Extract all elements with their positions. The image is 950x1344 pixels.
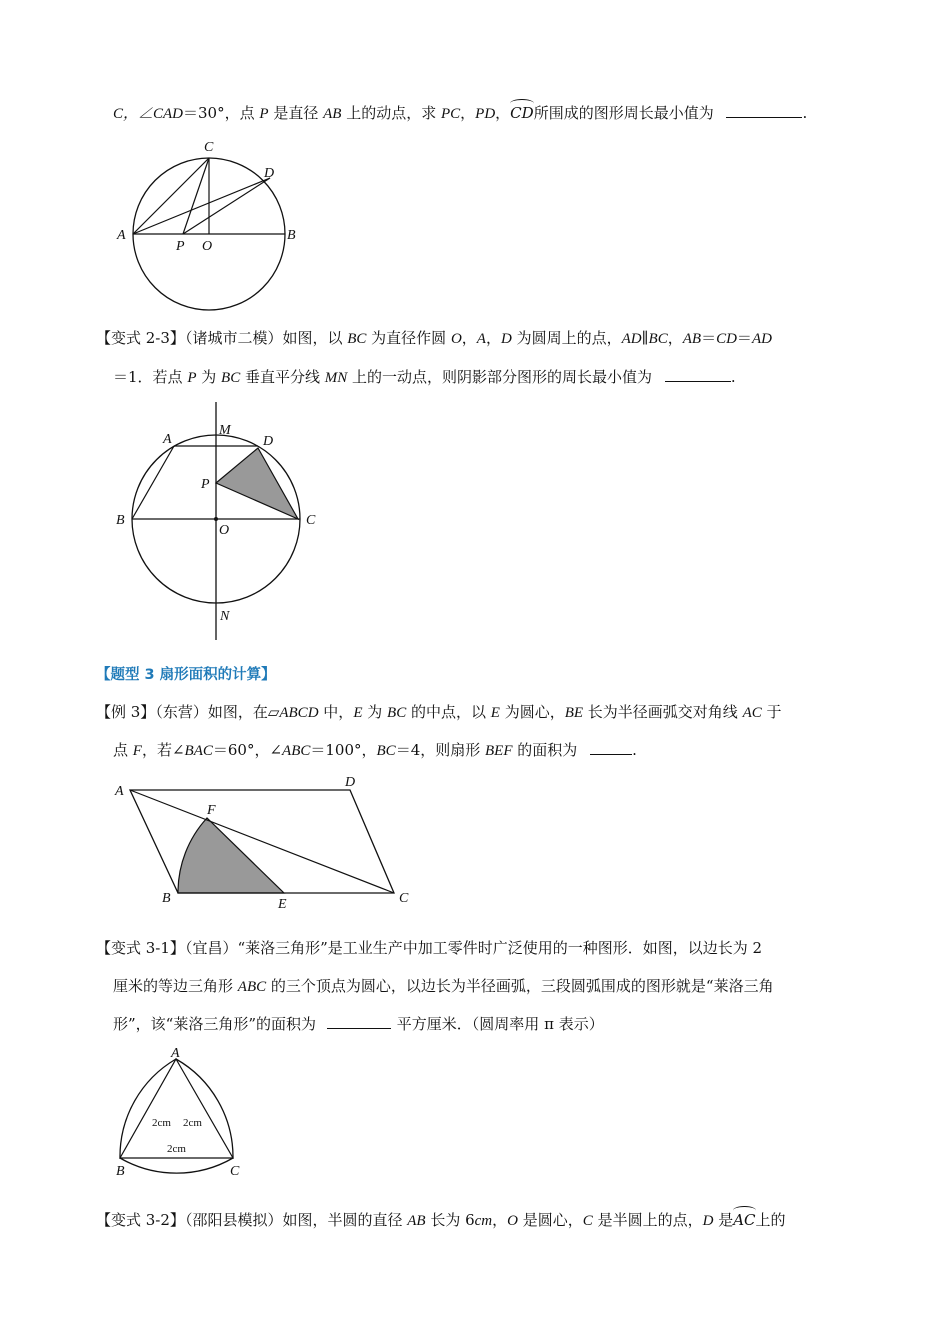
text-var: P [259,106,269,122]
variant-3-2-line-1 [96,1210,786,1231]
text: ＝ [736,329,752,347]
text-var: O [507,1213,518,1229]
point-label-d: D [263,434,274,449]
text: 上的 [755,1211,786,1229]
text: 长为半径画弧交对角线 [583,703,743,721]
text: 为 [362,703,388,721]
figure-reuleaux-triangle [110,1045,260,1180]
text: ， [460,104,476,122]
figure-circle-shaded-triangle [110,398,330,643]
point-label-p: P [201,477,210,492]
text: 平方厘米．（圆周率用 π 表示） [396,1015,604,1033]
arc-cd-label: CD [510,104,534,122]
text: 上的一动点，则阴影部分图形的周长最小值为 [347,368,653,386]
text-var: MN [324,370,348,386]
answer-blank[interactable] [590,740,632,755]
text: ， [461,329,477,347]
text-var: C [582,1213,593,1229]
arc-ac-label: AC [733,1211,756,1229]
answer-blank[interactable] [665,367,731,382]
text-var: BC [347,331,367,347]
text-var: BC [387,705,407,721]
point-label-b: B [287,228,296,243]
point-label-b: B [162,891,171,906]
text-var: AC [742,705,762,721]
text-var: PC [440,106,461,122]
variant-3-1-line-3 [113,1014,604,1034]
point-label-a: A [163,432,172,447]
period: . [730,368,736,386]
text: ， [492,1211,508,1229]
text-var: E [490,705,500,721]
text: ＝60°，∠ [212,741,283,759]
variant-3-1-line-1 [96,938,762,958]
text-var: O [450,331,462,347]
text: ＝30°，点 [183,104,260,122]
text: ＝4，则扇形 [395,741,485,759]
text-var: cm [474,1213,493,1229]
text: 的中点，以 [406,703,491,721]
example-3-line-2 [113,740,637,761]
text-var: BAC [184,743,213,759]
text: 为圆周上的点， [511,329,622,347]
point-label-e: E [278,897,287,912]
variant-2-3-line-2 [113,367,736,388]
variant-3-1-line-2 [113,976,774,997]
point-label-a: A [117,228,126,243]
text-var: CAD [153,106,184,122]
text-var: ABCD [279,705,319,721]
text-var: BC [648,331,668,347]
text-var: A [476,331,486,347]
text: ， [495,104,511,122]
point-label-a: A [171,1046,180,1061]
point-label-d: D [345,775,356,790]
text: （邵阳县模拟）如图，半圆的直径 [184,1211,408,1229]
point-label-d: D [264,166,275,181]
point-label-a: A [115,784,124,799]
text: 为圆心， [499,703,565,721]
section-heading-type-3: 【题型 3 扇形面积的计算】 [96,667,276,683]
text-var: D [702,1213,714,1229]
text-var: AB [323,106,342,122]
text-var: BEF [485,743,513,759]
text: 是 [713,1211,734,1229]
point-label-b: B [116,1164,125,1179]
text: 上的动点，求 [341,104,441,122]
text-var: AB [407,1213,426,1229]
text: 是圆心， [518,1211,583,1229]
variant-tag: 【变式 3-2】 [96,1211,185,1229]
text: ， [667,329,683,347]
text: 所围成的图形周长最小值为 [533,104,714,122]
text: 于 [761,703,782,721]
text-var: AD [621,331,642,347]
text-var: P [187,370,197,386]
text-var: ABC [237,979,267,995]
point-label-o: O [202,239,213,254]
figure-circle-chords [110,135,310,315]
text: （东营）如图，在▱ [155,703,280,721]
problem-2-2-text-line [113,103,807,124]
variant-2-3-line-1 [96,328,772,349]
point-label-c: C [306,513,316,528]
text: ∥ [641,329,649,347]
text: 为 [196,368,222,386]
text-var: PD [475,106,496,122]
point-label-c: C [399,891,409,906]
side-label-ac: 2cm [183,1117,202,1129]
side-label-ab: 2cm [152,1117,171,1129]
text-var: AB [682,331,702,347]
text: （宜昌）“莱洛三角形”是工业生产中加工零件时广泛使用的一种图形．如图，以边长为 2 [184,939,763,957]
text: 的三个顶点为圆心，以边长为半径画弧，三段圆弧围成的图形就是“莱洛三角 [266,977,774,995]
text-var: BC [221,370,241,386]
point-label-f: F [207,803,216,818]
text: 的面积为 [512,741,578,759]
text: 厘米的等边三角形 [113,977,238,995]
text: ，若∠ [141,741,185,759]
text: 垂直平分线 [240,368,325,386]
point-label-p: P [176,239,185,254]
text-var: ABC [282,743,311,759]
text: ， [485,329,501,347]
period: . [632,741,637,759]
text-var: BE [564,705,584,721]
text: 点 [113,741,133,759]
text: 中， [318,703,354,721]
point-label-m: M [219,423,231,438]
text-var: E [353,705,363,721]
point-label-c: C [230,1164,240,1179]
point-label-c: C [204,140,214,155]
variant-tag: 【变式 2-3】 [96,329,185,347]
answer-blank[interactable] [327,1014,391,1029]
figure-parallelogram-sector [110,770,420,910]
side-label-bc: 2cm [167,1143,186,1155]
text: 是半圆上的点， [592,1211,703,1229]
period: . [802,104,808,122]
text: ＝1．若点 [113,368,188,386]
point-label-b: B [116,513,125,528]
text: 形”，该“莱洛三角形”的面积为 [113,1015,317,1033]
text: ＝100°， [310,741,377,759]
point-label-n: N [220,609,230,624]
text: 为直径作圆 [366,329,451,347]
point-label-o: O [219,523,230,538]
example-3-line-1 [96,702,782,723]
example-tag: 【例 3】 [96,703,156,721]
text-var: CD [716,331,737,347]
text-var: F [132,743,142,759]
text: ＝ [701,329,717,347]
text-var: C，∠ [113,106,154,122]
answer-blank[interactable] [726,103,802,118]
text-var: D [500,331,512,347]
text-var: BC [376,743,396,759]
text-var: AD [751,331,772,347]
text: （诸城市二模）如图，以 [184,329,348,347]
text: 是直径 [268,104,324,122]
text: 长为 6 [425,1211,475,1229]
variant-tag: 【变式 3-1】 [96,939,185,957]
